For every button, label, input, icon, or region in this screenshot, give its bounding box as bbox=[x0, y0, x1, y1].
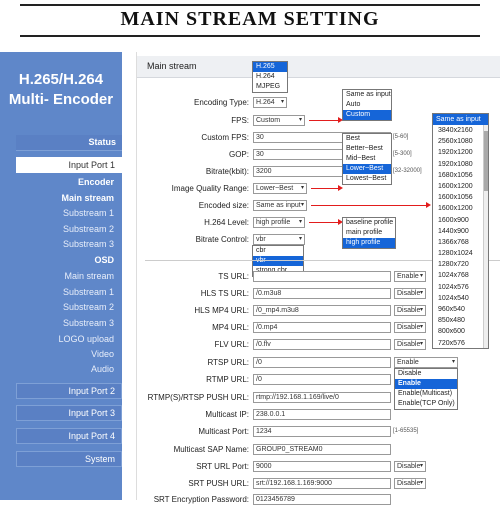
image-quality-value: Lower~Best bbox=[256, 185, 294, 192]
encoded-size-select[interactable] bbox=[253, 200, 307, 211]
flv-url-label: FLV URL: bbox=[214, 340, 249, 349]
image-quality-select[interactable] bbox=[253, 183, 307, 194]
ts-url-input[interactable] bbox=[253, 271, 391, 282]
srt-url-port-input[interactable]: 9000 bbox=[253, 461, 391, 472]
h264-level-dropdown bbox=[342, 217, 396, 249]
hls-ts-url-input[interactable]: /0.m3u8 bbox=[253, 288, 391, 299]
custom-fps-hint: [5-60] bbox=[393, 134, 409, 140]
hls-ts-url-state-value: Disable bbox=[397, 290, 421, 297]
rtsp-option-disable[interactable]: Disable bbox=[398, 370, 422, 377]
srt-push-url-state-value: Disable bbox=[397, 480, 421, 487]
chevron-down-icon: ▾ bbox=[451, 359, 455, 365]
banner bbox=[0, 0, 500, 42]
banner-title: MAIN STREAM SETTING bbox=[120, 8, 380, 30]
resolution-option[interactable]: 1440x900 bbox=[438, 227, 469, 235]
resolution-scrollbar[interactable] bbox=[483, 125, 488, 349]
sidebar-input-port-3[interactable]: Input Port 3 bbox=[16, 405, 122, 421]
sidebar-video[interactable]: Video bbox=[91, 349, 114, 359]
quality-option-lowest-best[interactable]: Lowest~Best bbox=[346, 175, 387, 182]
flv-url-input[interactable]: /0.flv bbox=[253, 339, 391, 350]
multicast-port-input[interactable]: 1234 bbox=[253, 426, 391, 437]
resolution-option[interactable]: 1920x1200 bbox=[438, 149, 473, 157]
mp4-url-state[interactable] bbox=[394, 322, 426, 333]
hls-mp4-url-label: HLS MP4 URL: bbox=[194, 306, 249, 315]
chevron-down-icon: ▾ bbox=[298, 117, 302, 123]
encoded-size-value: Same as input bbox=[256, 202, 301, 209]
quality-option-best[interactable]: Best bbox=[346, 135, 361, 142]
rtsp-url-state[interactable] bbox=[394, 357, 458, 368]
sidebar-logo-upload[interactable]: LOGO upload bbox=[58, 334, 114, 344]
sidebar-input-port-1[interactable]: Input Port 1 bbox=[16, 157, 122, 173]
rtmp-url-label: RTMP URL: bbox=[206, 375, 249, 384]
hls-mp4-url-state[interactable] bbox=[394, 305, 426, 316]
arrow-h264-level bbox=[309, 222, 339, 223]
resolution-option[interactable]: 1600x1056 bbox=[438, 194, 473, 202]
multicast-ip-label: Multicast IP: bbox=[205, 410, 249, 419]
fps-option-same-as-input[interactable]: Same as input bbox=[346, 91, 391, 98]
chevron-down-icon: ▾ bbox=[419, 273, 423, 279]
fps-value: Custom bbox=[256, 117, 281, 124]
resolution-option[interactable]: 1024x768 bbox=[438, 272, 469, 280]
flv-url-state[interactable] bbox=[394, 339, 426, 350]
bitrate-input[interactable]: 3200 bbox=[253, 166, 391, 177]
chevron-down-icon: ▾ bbox=[280, 99, 284, 105]
bitrate-control-select[interactable] bbox=[253, 234, 305, 245]
chevron-down-icon: ▾ bbox=[419, 307, 423, 313]
bitrate-option-cbr[interactable]: cbr bbox=[256, 247, 266, 254]
sidebar-input-port-2[interactable]: Input Port 2 bbox=[16, 383, 122, 399]
chevron-down-icon: ▾ bbox=[300, 185, 304, 191]
rtsp-url-label: RTSP URL: bbox=[207, 358, 249, 367]
rtmp-url-input[interactable]: /0 bbox=[253, 374, 391, 385]
image-quality-label: Image Quality Range: bbox=[171, 184, 249, 193]
gop-hint: [5-300] bbox=[393, 151, 412, 157]
flv-url-state-value: Disable bbox=[397, 341, 421, 348]
encoded-size-dropdown bbox=[432, 113, 489, 349]
h264-level-label: H.264 Level: bbox=[204, 218, 249, 227]
level-option-baseline[interactable]: baseline profile bbox=[346, 219, 394, 226]
chevron-down-icon: ▾ bbox=[419, 480, 423, 486]
resolution-option[interactable]: 3840x2160 bbox=[438, 127, 473, 134]
chevron-down-icon: ▾ bbox=[419, 341, 423, 347]
resolution-option[interactable]: 1920x1080 bbox=[438, 160, 473, 168]
resolution-option[interactable]: 1366x768 bbox=[438, 238, 469, 246]
rtmp-push-label: RTMP(S)/RTSP PUSH URL: bbox=[147, 393, 249, 402]
main-stream-title: Main stream bbox=[147, 61, 197, 71]
sidebar-audio[interactable]: Audio bbox=[90, 364, 114, 374]
encoding-option-h264[interactable]: H.264 bbox=[256, 73, 275, 80]
custom-fps-input[interactable]: 30 bbox=[253, 132, 391, 143]
arrow-image-quality bbox=[311, 188, 339, 189]
chevron-down-icon: ▾ bbox=[298, 236, 302, 242]
mp4-url-input[interactable]: /0.mp4 bbox=[253, 322, 391, 333]
chevron-down-icon: ▾ bbox=[419, 463, 423, 469]
srt-url-port-label: SRT URL Port: bbox=[196, 462, 249, 471]
multicast-sap-label: Multicast SAP Name: bbox=[173, 445, 249, 454]
resolution-option[interactable]: 1280x1024 bbox=[438, 250, 473, 258]
fps-option-auto[interactable]: Auto bbox=[346, 101, 361, 108]
encoding-type-dropdown bbox=[252, 61, 288, 93]
resolution-option[interactable]: 720x576 bbox=[438, 339, 465, 347]
multicast-port-hint: [1-65535] bbox=[393, 428, 419, 434]
gop-input[interactable]: 30 bbox=[253, 149, 391, 160]
resolution-option[interactable]: 1600x900 bbox=[438, 216, 469, 224]
bitrate-control-value: vbr bbox=[256, 236, 266, 243]
ts-url-label: TS URL: bbox=[218, 272, 249, 281]
resolution-option[interactable]: 1280x720 bbox=[438, 261, 469, 269]
sidebar bbox=[0, 52, 122, 500]
rtsp-option-enable-multicast[interactable]: Enable(Multicast) bbox=[398, 390, 453, 397]
bitrate-control-label: Bitrate Control: bbox=[195, 235, 249, 244]
srt-url-port-state[interactable] bbox=[394, 461, 426, 472]
scrollbar-thumb[interactable] bbox=[484, 131, 488, 191]
custom-fps-label: Custom FPS: bbox=[201, 133, 249, 142]
brand-line-2: Multi- Encoder bbox=[8, 91, 114, 108]
fps-select[interactable] bbox=[253, 115, 305, 126]
sidebar-system[interactable]: System bbox=[16, 451, 122, 467]
encoding-type-label: Encoding Type: bbox=[193, 98, 249, 107]
srt-password-input[interactable]: 0123456789 bbox=[253, 494, 391, 505]
h264-level-select[interactable] bbox=[253, 217, 305, 228]
sidebar-input-port-4[interactable]: Input Port 4 bbox=[16, 428, 122, 444]
resolution-option[interactable]: 1680x1056 bbox=[438, 171, 473, 179]
resolution-option[interactable]: 850x480 bbox=[438, 317, 465, 325]
bitrate-hint: [32-32000] bbox=[393, 168, 422, 174]
hls-mp4-url-input[interactable]: /0_mp4.m3u8 bbox=[253, 305, 391, 316]
banner-top-rule bbox=[20, 4, 480, 6]
multicast-port-label: Multicast Port: bbox=[198, 427, 249, 436]
srt-password-label: SRT Encryption Password: bbox=[153, 495, 249, 504]
resolution-option[interactable]: 1024x576 bbox=[438, 283, 469, 291]
encoding-type-select[interactable] bbox=[253, 97, 287, 108]
srt-push-url-label: SRT PUSH URL: bbox=[188, 479, 249, 488]
chevron-down-icon: ▾ bbox=[298, 219, 302, 225]
sidebar-osd-substream-3[interactable]: Substream 3 bbox=[62, 318, 114, 328]
mp4-url-label: MP4 URL: bbox=[212, 323, 249, 332]
gop-label: GOP: bbox=[228, 150, 249, 159]
chevron-down-icon: ▾ bbox=[419, 290, 423, 296]
bitrate-label: Bitrate(kbit): bbox=[205, 167, 249, 176]
rtmp-push-input[interactable]: rtmp://192.168.1.169/live/0 bbox=[253, 392, 391, 403]
encoding-option-h265[interactable]: H.265 bbox=[253, 62, 287, 72]
level-option-main[interactable]: main profile bbox=[346, 229, 383, 236]
multicast-sap-input[interactable]: GROUP0_STREAM0 bbox=[253, 444, 391, 455]
resolution-option[interactable]: 1600x1200 bbox=[438, 182, 473, 190]
rtsp-url-input[interactable]: /0 bbox=[253, 357, 391, 368]
resolution-options bbox=[433, 125, 488, 349]
sidebar-osd-main-stream[interactable]: Main stream bbox=[64, 271, 114, 281]
bitrate-option-vbr[interactable] bbox=[253, 256, 303, 266]
rtsp-state-dropdown bbox=[394, 368, 458, 410]
sidebar-encoder-substream-1[interactable]: Substream 1 bbox=[62, 208, 114, 218]
fps-option-custom[interactable]: Custom bbox=[343, 110, 391, 120]
sidebar-encoder-substream-3[interactable]: Substream 3 bbox=[62, 239, 114, 249]
encoding-option-mjpeg[interactable]: MJPEG bbox=[256, 83, 281, 90]
rtsp-url-state-value: Enable bbox=[397, 359, 419, 366]
sidebar-status[interactable]: Status bbox=[16, 135, 122, 151]
srt-push-url-state[interactable] bbox=[394, 478, 426, 489]
resolution-option[interactable]: 1600x1200 bbox=[438, 205, 473, 213]
quality-option-better-best[interactable]: Better~Best bbox=[346, 145, 383, 152]
encoded-size-label: Encoded size: bbox=[198, 201, 249, 210]
sidebar-encoder-substream-2[interactable]: Substream 2 bbox=[62, 224, 114, 234]
fps-label: FPS: bbox=[231, 116, 249, 125]
hls-ts-url-state[interactable] bbox=[394, 288, 426, 299]
chevron-down-icon: ▾ bbox=[300, 202, 304, 208]
ts-url-state[interactable] bbox=[394, 271, 426, 282]
arrow-encoded-size bbox=[311, 205, 427, 206]
sidebar-encoder[interactable]: Encoder bbox=[77, 177, 114, 187]
main-stream-header bbox=[137, 56, 500, 78]
resolution-option-same-as-input[interactable]: Same as input bbox=[433, 114, 488, 125]
fps-dropdown bbox=[342, 89, 392, 121]
srt-push-url-input[interactable]: srt://192.168.1.169:9000 bbox=[253, 478, 391, 489]
chevron-down-icon: ▾ bbox=[419, 324, 423, 330]
ts-url-state-value: Enable bbox=[397, 273, 419, 280]
quality-option-lower-best[interactable]: Lower~Best bbox=[343, 164, 391, 174]
resolution-option[interactable]: 800x600 bbox=[438, 328, 465, 336]
rtsp-option-enable-tcp-only[interactable]: Enable(TCP Only) bbox=[398, 400, 455, 407]
level-option-high[interactable]: high profile bbox=[343, 238, 395, 248]
resolution-option[interactable]: 2560x1080 bbox=[438, 138, 473, 146]
quality-option-mid-best[interactable]: Mid~Best bbox=[346, 155, 376, 162]
hls-mp4-url-state-value: Disable bbox=[397, 307, 421, 314]
brand bbox=[0, 70, 122, 110]
multicast-ip-input[interactable]: 238.0.0.1 bbox=[253, 409, 391, 420]
sidebar-osd-substream-2[interactable]: Substream 2 bbox=[62, 302, 114, 312]
h264-level-value: high profile bbox=[256, 219, 291, 226]
banner-bottom-rule bbox=[20, 35, 480, 37]
resolution-option[interactable]: 960x540 bbox=[438, 306, 465, 313]
sidebar-osd[interactable]: OSD bbox=[94, 255, 114, 265]
brand-line-1: H.265/H.264 bbox=[18, 71, 104, 88]
mp4-url-state-value: Disable bbox=[397, 324, 421, 331]
resolution-option[interactable]: 1024x540 bbox=[438, 294, 469, 302]
sidebar-encoder-main-stream[interactable]: Main stream bbox=[61, 193, 114, 203]
srt-url-port-state-value: Disable bbox=[397, 463, 421, 470]
rtsp-option-enable[interactable]: Enable bbox=[395, 379, 457, 389]
arrow-fps bbox=[309, 120, 339, 121]
sidebar-osd-substream-1[interactable]: Substream 1 bbox=[62, 287, 114, 297]
hls-ts-url-label: HLS TS URL: bbox=[200, 289, 249, 298]
image-quality-dropdown bbox=[342, 133, 392, 185]
encoding-type-value: H.264 bbox=[256, 99, 275, 106]
